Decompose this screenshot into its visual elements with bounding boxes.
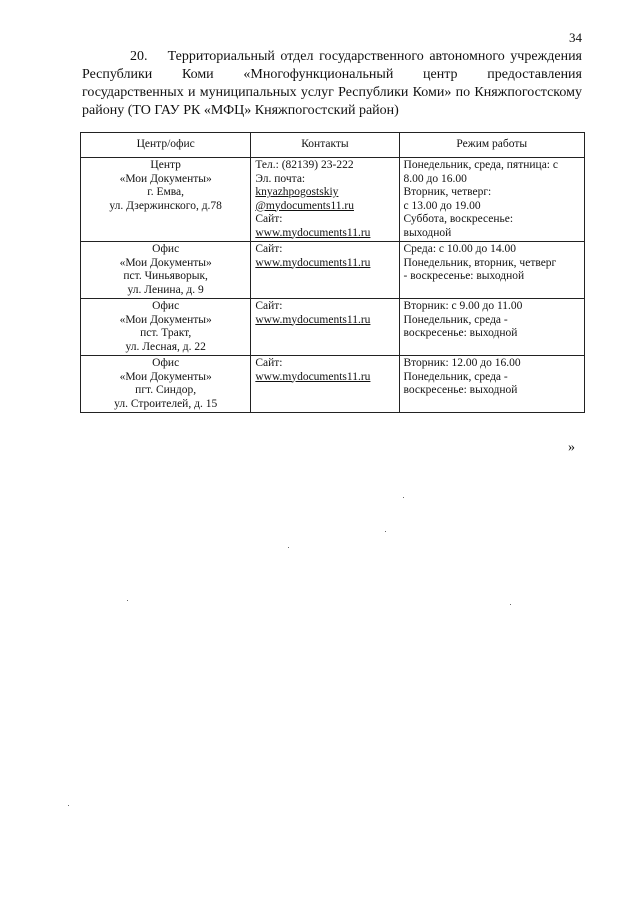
table-body: [81, 158, 585, 413]
office-line: Офис: [152, 243, 180, 255]
hours-line: Понедельник, среда, пятница: с: [403, 159, 558, 171]
hours-cell: [399, 299, 584, 356]
contacts-cell: [251, 242, 399, 299]
office-line: «Мои Документы»: [119, 256, 212, 269]
contact-link[interactable]: www.mydocuments11.ru: [255, 256, 371, 269]
contact-link[interactable]: www.mydocuments11.ru: [255, 370, 371, 383]
hours-line: воскресенье: выходной: [403, 327, 518, 339]
hours-cell: [399, 158, 584, 242]
office-line: ул. Строителей, д. 15: [114, 397, 218, 410]
office-line: пст. Чиньяворык,: [123, 270, 208, 282]
contact-line: Эл. почта:: [255, 172, 306, 185]
table-row: [81, 356, 585, 413]
section-number: 20.: [130, 49, 148, 64]
contact-link[interactable]: www.mydocuments11.ru: [255, 313, 371, 326]
hours-line: Среда: с 10.00 до 14.00: [403, 243, 516, 255]
office-line: Офис: [152, 300, 180, 312]
contact-line: Сайт:: [255, 213, 283, 225]
hours-line: Вторник: 12.00 до 16.00: [403, 357, 521, 369]
hours-line: Понедельник, среда -: [403, 313, 508, 326]
hours-line: с 13.00 до 19.00: [403, 199, 481, 212]
hours-line: Суббота, воскресенье:: [403, 213, 514, 225]
header-hours: Режим работы: [399, 133, 584, 158]
section-title: Территориальный отдел государственного автономного учреждения Республики Коми «Многофункциональный центр предоставления государственных и муниципальных услуг Республики Коми» по Княжпогостскому району (ТО ГАУ РК «МФЦ» Княжпогостский район): [82, 49, 582, 118]
contact-line: Сайт:: [255, 243, 283, 255]
header-office: Центр/офис: [81, 133, 251, 158]
scan-speck: [68, 805, 69, 806]
office-line: «Мои Документы»: [119, 370, 212, 383]
contacts-cell: [251, 299, 399, 356]
contact-link[interactable]: @mydocuments11.ru: [255, 199, 354, 212]
hours-line: выходной: [403, 226, 452, 239]
office-cell: [81, 356, 251, 413]
office-line: Офис: [152, 357, 180, 369]
hours-cell: [399, 356, 584, 413]
office-line: пст. Тракт,: [140, 327, 192, 339]
scan-speck: [288, 547, 289, 548]
hours-line: Вторник: с 9.00 до 11.00: [403, 300, 523, 312]
contact-link[interactable]: knyazhpogostskiy: [255, 186, 339, 198]
closing-quote: »: [568, 440, 575, 455]
contact-line: Сайт:: [255, 357, 283, 369]
hours-cell: [399, 242, 584, 299]
table-row: [81, 299, 585, 356]
contact-line: Тел.: (82139) 23-222: [255, 159, 354, 171]
hours-line: воскресенье: выходной: [403, 384, 518, 396]
contacts-cell: [251, 356, 399, 413]
offices-table: [80, 132, 585, 413]
page-number: 34: [569, 30, 582, 45]
office-line: «Мои Документы»: [119, 313, 212, 326]
hours-line: - воскресенье: выходной: [403, 270, 525, 282]
contacts-cell: [251, 158, 399, 242]
section-heading: [82, 48, 582, 120]
contact-link[interactable]: www.mydocuments11.ru: [255, 226, 371, 239]
office-line: ул. Дзержинского, д.78: [109, 199, 222, 212]
table-row: [81, 242, 585, 299]
office-cell: [81, 242, 251, 299]
hours-line: 8.00 до 16.00: [403, 172, 467, 185]
scan-speck: [385, 531, 386, 532]
office-line: «Мои Документы»: [119, 172, 212, 185]
office-line: ул. Лесная, д. 22: [125, 340, 206, 353]
office-line: г. Емва,: [147, 186, 185, 198]
hours-line: Понедельник, среда -: [403, 370, 508, 383]
table-header-row: [81, 133, 585, 158]
office-cell: [81, 299, 251, 356]
scan-speck: [127, 600, 128, 601]
table-row: [81, 158, 585, 242]
office-line: Центр: [150, 159, 181, 171]
contact-line: Сайт:: [255, 300, 283, 312]
hours-line: Вторник, четверг:: [403, 186, 492, 198]
header-contacts: Контакты: [251, 133, 399, 158]
office-cell: [81, 158, 251, 242]
office-line: пгт. Синдор,: [135, 384, 197, 396]
scan-speck: [510, 604, 511, 605]
office-line: ул. Ленина, д. 9: [127, 283, 204, 296]
scan-speck: [403, 497, 404, 498]
hours-line: Понедельник, вторник, четверг: [403, 256, 557, 269]
